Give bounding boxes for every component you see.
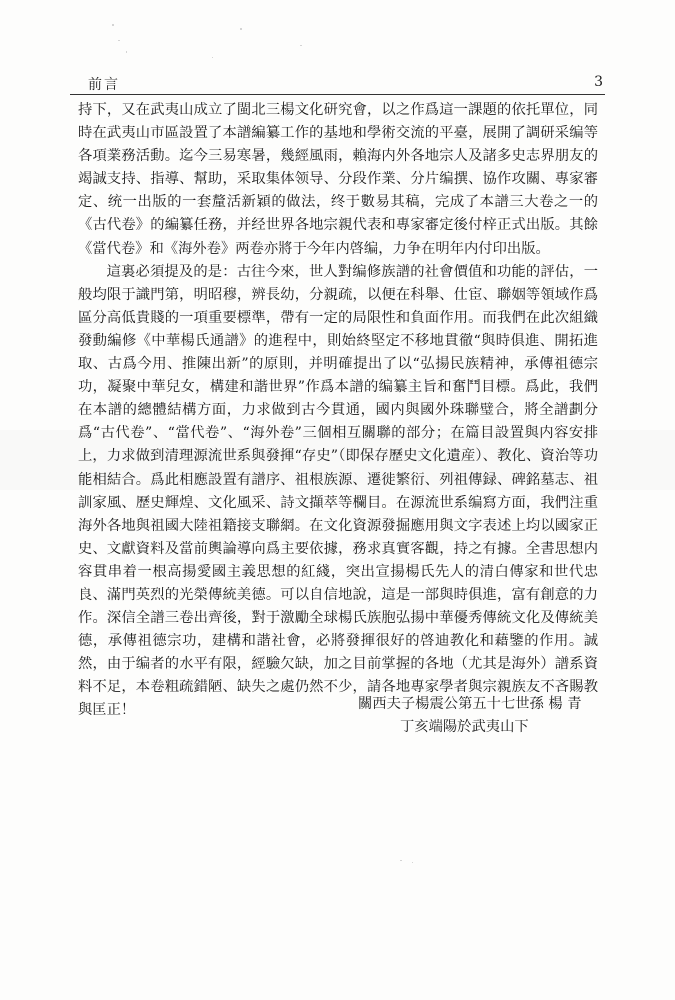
section-title: 前言 bbox=[88, 77, 120, 93]
page-header bbox=[70, 70, 605, 92]
signature-author-line: 關西夫子楊震公第五十七世孫 楊 青 bbox=[358, 696, 582, 712]
scan-speck bbox=[126, 51, 127, 53]
scan-speck bbox=[412, 862, 413, 863]
scan-speck bbox=[240, 28, 242, 30]
header-rule bbox=[70, 94, 605, 95]
paragraph-1: 持下，又在武夷山成立了閩北三楊文化研究會，以之作爲這一課題的依托單位，同時在武夷山市區設置了本譜編纂工作的基地和學術交流的平臺，展開了調研采编等各項業務活動。迄今三易寒暑，幾經風雨，賴海内外各地宗人及諸多史志界朋友的竭誠支持、指導、幫助，采取集体领导、分段作業、分片编撰、協作攻關、專家審定、统一出版的一套釐活新穎的做法，终于數易其稿，完成了本譜三大卷之一的《古代卷》的編纂任務，并经世界各地宗親代表和專家審定後付梓正式出版。其餘《當代卷》和《海外卷》两卷亦將于今年内啓编，力争在明年内付印出版。 bbox=[78, 102, 598, 257]
scan-speck bbox=[118, 40, 120, 41]
scan-speck bbox=[300, 45, 302, 46]
scan-speck bbox=[212, 57, 213, 58]
paragraph-2: 這裏必須提及的是：古往今來，世人對编修族譜的社會價值和功能的評估，一般均限于識門第，明昭穆，辨長幼，分親疏，以便在科舉、仕宦、聯姻等領域作爲區分高低貴賤的一項重要標準，帶有一定的局限性和負面作用。而我們在此次組織發動編修《中華楊氏通譜》的進程中，則始終堅定不移地貫徹“與時俱進、開拓進取、古爲今用、推陳出新”的原則，并明確提出了以“弘揚民族精神，承傳祖德宗功，凝聚中華兒女，構建和諧世界”作爲本譜的编纂主旨和奮鬥目標。爲此，我們在本譜的總體結構方面，力求做到古今貫通，國内與國外珠聯璧合，將全譜劃分爲“古代卷”、“當代卷”、“海外卷”三個相互關聯的部分；在篇目設置與内容安排上，力求做到清理源流世系與發揮“存史”（即保存歷史文化遺産）、教化、資治等功能相結合。爲此相應設置有譜序、祖根族源、遷徙繁衍、列祖傳録、碑銘墓志、祖訓家風、歷史輝煌、文化風采、詩文擷萃等欄目。在源流世系编寫方面，我們注重海外各地與祖國大陸祖籍接支聯網。在文化資源發掘應用與文字表述上均以國家正史、文獻資料及當前輿論導向爲主要依據，務求真實客觀，持之有據。全書思想内容貫串着一根高揚愛國主義思想的紅綫，突出宣揚楊氏先人的清白傳家和世代忠良、滿門英烈的光榮傳統美德。可以自信地說，這是一部與時俱進，富有創意的力作。深信全譜三卷出齊後，對于激勵全球楊氏族胞弘揚中華優秀傳統文化及傳統美德，承傳祖德宗功，建構和諧社會，必將發揮很好的啓迪教化和藉鑒的作用。誠然，由于编者的水平有限，經驗欠缺，加之目前掌握的各地（尤其是海外）譜系資料不足，本卷粗疏錯陋、缺失之處仍然不少，請各地專家學者與宗親族友不吝賜教與匡正！ bbox=[78, 263, 598, 719]
scan-speck bbox=[112, 24, 114, 26]
signature-date-line: 丁亥端陽於武夷山下 bbox=[400, 719, 529, 735]
page-number: 3 bbox=[594, 74, 603, 90]
body-text bbox=[78, 99, 598, 723]
scan-speck bbox=[400, 860, 402, 861]
